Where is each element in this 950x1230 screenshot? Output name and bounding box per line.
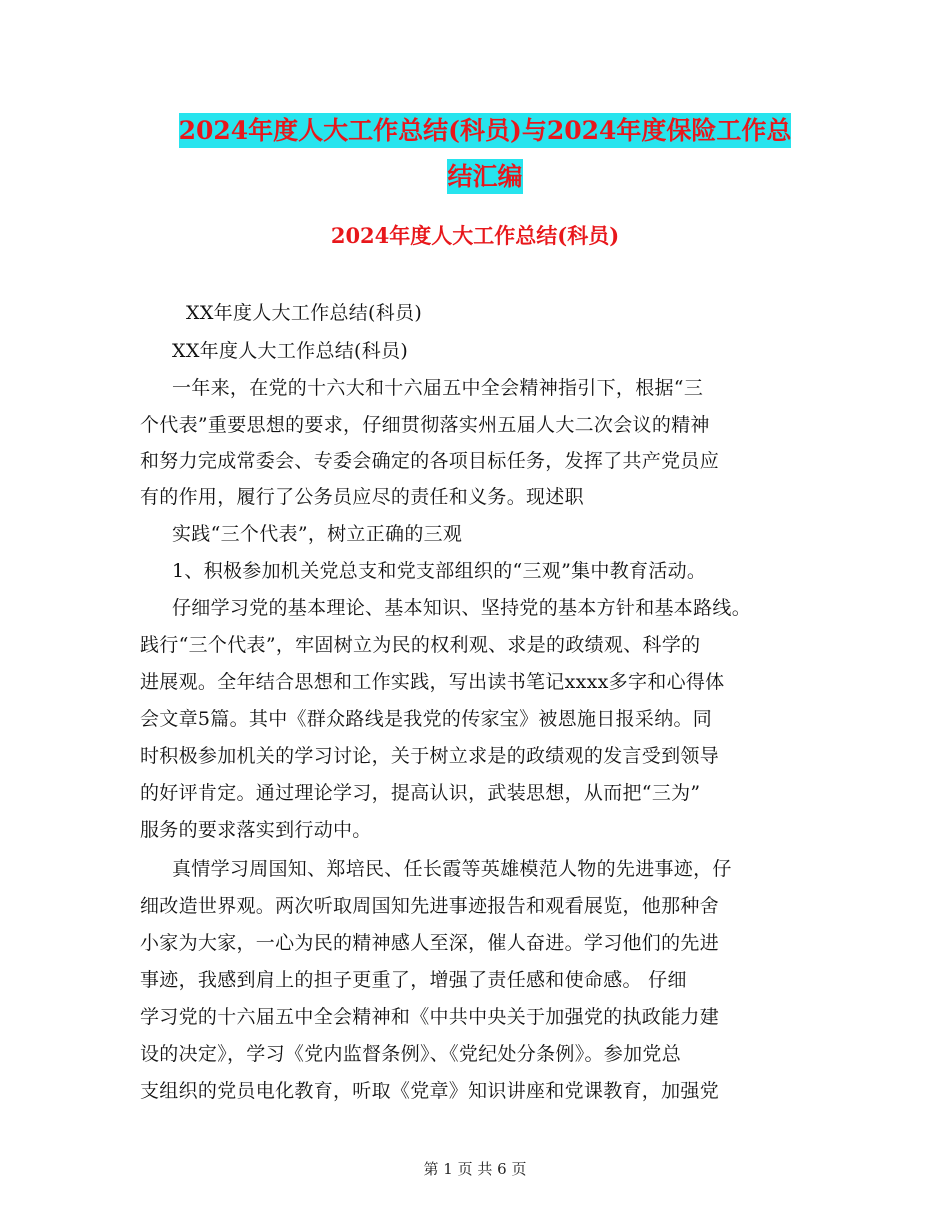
body-line: 小家为大家，一心为民的精神感人至深，催人奋进。学习他们的先进 — [140, 932, 720, 954]
body-line: XX年度人大工作总结(科员) — [186, 302, 423, 324]
body-line: 1、积极参加机关党总支和党支部组织的“三观”集中教育活动。 — [172, 560, 707, 582]
document-title-line-2: 结汇编 — [447, 159, 522, 194]
page-footer: 第 1 页 共 6 页 — [423, 1160, 527, 1178]
body-line: 学习党的十六届五中全会精神和《中共中央关于加强党的执政能力建 — [140, 1006, 720, 1028]
body-line: 会文章5篇。其中《群众路线是我党的传家宝》被恩施日报采纳。同 — [140, 708, 713, 730]
body-line: 一年来，在党的十六大和十六届五中全会精神指引下，根据“三 — [172, 377, 704, 399]
body-line: 细改造世界观。两次听取周国知先进事迹报告和观看展览，他那种舍 — [140, 895, 720, 917]
section-title: 2024年度人大工作总结(科员) — [330, 223, 620, 248]
body-line: 和努力完成常委会、专委会确定的各项目标任务，发挥了共产党员应 — [140, 450, 720, 472]
body-line: XX年度人大工作总结(科员) — [172, 340, 409, 362]
body-line: 践行“三个代表”，牢固树立为民的权利观、求是的政绩观、科学的 — [140, 634, 701, 656]
body-line: 支组织的党员电化教育，听取《党章》知识讲座和党课教育，加强党 — [140, 1080, 720, 1102]
body-line: 仔细学习党的基本理论、基本知识、坚持党的基本方针和基本路线。 — [172, 597, 752, 619]
body-line: 设的决定》，学习《党内监督条例》、《党纪处分条例》。参加党总 — [140, 1043, 682, 1065]
body-line: 时积极参加机关的学习讨论，关于树立求是的政绩观的发言受到领导 — [140, 745, 720, 767]
body-line: 真情学习周国知、郑培民、任长霞等英雄模范人物的先进事迹，仔 — [172, 858, 732, 880]
document-title-line-1: 2024年度人大工作总结(科员)与2024年度保险工作总 — [179, 113, 792, 148]
body-line: 个代表”重要思想的要求，仔细贯彻落实州五届人大二次会议的精神 — [140, 414, 710, 436]
body-line: 实践“三个代表”，树立正确的三观 — [172, 523, 463, 545]
body-line: 有的作用，履行了公务员应尽的责任和义务。现述职 — [140, 486, 584, 508]
body-line: 的好评肯定。通过理论学习，提高认识，武装思想，从而把“三为” — [140, 782, 701, 804]
document-title — [140, 108, 830, 200]
body-line: 服务的要求落实到行动中。 — [140, 819, 372, 841]
body-line: 事迹，我感到肩上的担子更重了，增强了责任感和使命感。 仔细 — [140, 969, 687, 991]
body-line: 进展观。全年结合思想和工作实践，写出读书笔记xxxx多字和心得体 — [140, 671, 725, 693]
